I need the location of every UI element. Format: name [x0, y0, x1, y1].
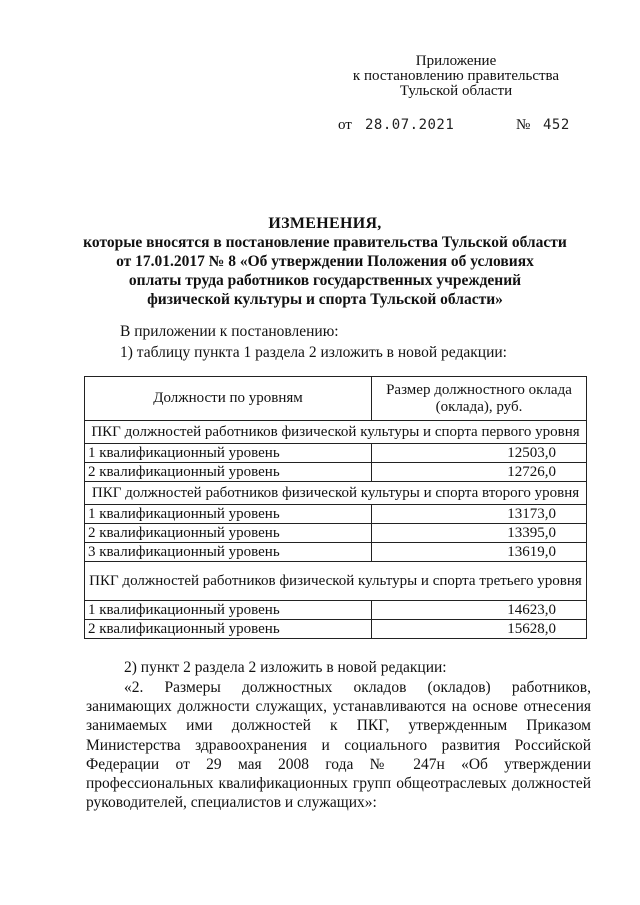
- header-positions: Должности по уровням: [85, 377, 372, 421]
- group-title: ПКГ должностей работников физической культуры и спорта второго уровня: [85, 482, 587, 505]
- paragraph-2-heading: 2) пункт 2 раздела 2 изложить в новой редакции:: [124, 659, 447, 676]
- group-title-row: [85, 562, 587, 601]
- salary-cell: 14623,0: [372, 601, 587, 620]
- table-row: [85, 463, 587, 482]
- title-line-1: которые вносятся в постановление правительства Тульской области: [83, 234, 567, 251]
- appendix-line-1: Приложение: [415, 53, 497, 69]
- title-line-2: от 17.01.2017 № 8 «Об утверждении Положения об условиях: [116, 253, 534, 270]
- salary-cell: 13619,0: [372, 543, 587, 562]
- level-cell: 2 квалификационный уровень: [85, 620, 372, 639]
- level-cell: 2 квалификационный уровень: [85, 463, 372, 482]
- from-label: от: [338, 117, 352, 133]
- table-row: [85, 620, 587, 639]
- table-row: [85, 524, 587, 543]
- intro-line-2: 1) таблицу пункта 1 раздела 2 изложить в новой редакции:: [120, 344, 507, 361]
- paragraph-2-text: «2. Размеры должностных окладов (окладов) работников, занимающих должности служащих, устанавливаются на основе отнесения занимаемых ими должностей к ПКГ, утвержденным Приказом Министерства здравоохранения и социального развития Российской Федерации от 29 мая 2008 года № 247н «Об утверждении профессиональных квалификационных групп общеотраслевых должностей руководителей, специалистов и служащих»:: [86, 679, 591, 812]
- title-line-3: оплаты труда работников государственных учреждений: [128, 272, 522, 289]
- title-head: ИЗМЕНЕНИЯ,: [268, 215, 382, 232]
- salary-cell: 12726,0: [372, 463, 587, 482]
- level-cell: 1 квалификационный уровень: [85, 601, 372, 620]
- document-title: [80, 214, 570, 309]
- document-date: 28.07.2021: [365, 117, 455, 133]
- header-salary: Размер должностного оклада (оклада), руб.: [372, 377, 587, 421]
- group-title: ПКГ должностей работников физической культуры и спорта третьего уровня: [85, 562, 587, 601]
- table-row: [85, 505, 587, 524]
- intro-line-1: В приложении к постановлению:: [120, 323, 339, 340]
- salary-cell: 15628,0: [372, 620, 587, 639]
- table-row: [85, 601, 587, 620]
- title-line-4: физической культуры и спорта Тульской области»: [147, 291, 503, 308]
- level-cell: 1 квалификационный уровень: [85, 505, 372, 524]
- table-row: [85, 543, 587, 562]
- salary-cell: 13173,0: [372, 505, 587, 524]
- number-label: №: [516, 117, 531, 133]
- group-title-row: [85, 482, 587, 505]
- salary-cell: 12503,0: [372, 444, 587, 463]
- table-header-row: [85, 377, 587, 421]
- level-cell: 3 квалификационный уровень: [85, 543, 372, 562]
- table-row: [85, 444, 587, 463]
- group-title: ПКГ должностей работников физической культуры и спорта первого уровня: [85, 421, 587, 444]
- salary-cell: 13395,0: [372, 524, 587, 543]
- level-cell: 2 квалификационный уровень: [85, 524, 372, 543]
- document-number: 452: [543, 117, 570, 133]
- appendix-line-3: Тульской области: [399, 83, 513, 99]
- salary-table: [84, 376, 587, 639]
- appendix-line-2: к постановлению правительства: [352, 68, 560, 84]
- level-cell: 1 квалификационный уровень: [85, 444, 372, 463]
- group-title-row: [85, 421, 587, 444]
- appendix-block: [336, 54, 576, 99]
